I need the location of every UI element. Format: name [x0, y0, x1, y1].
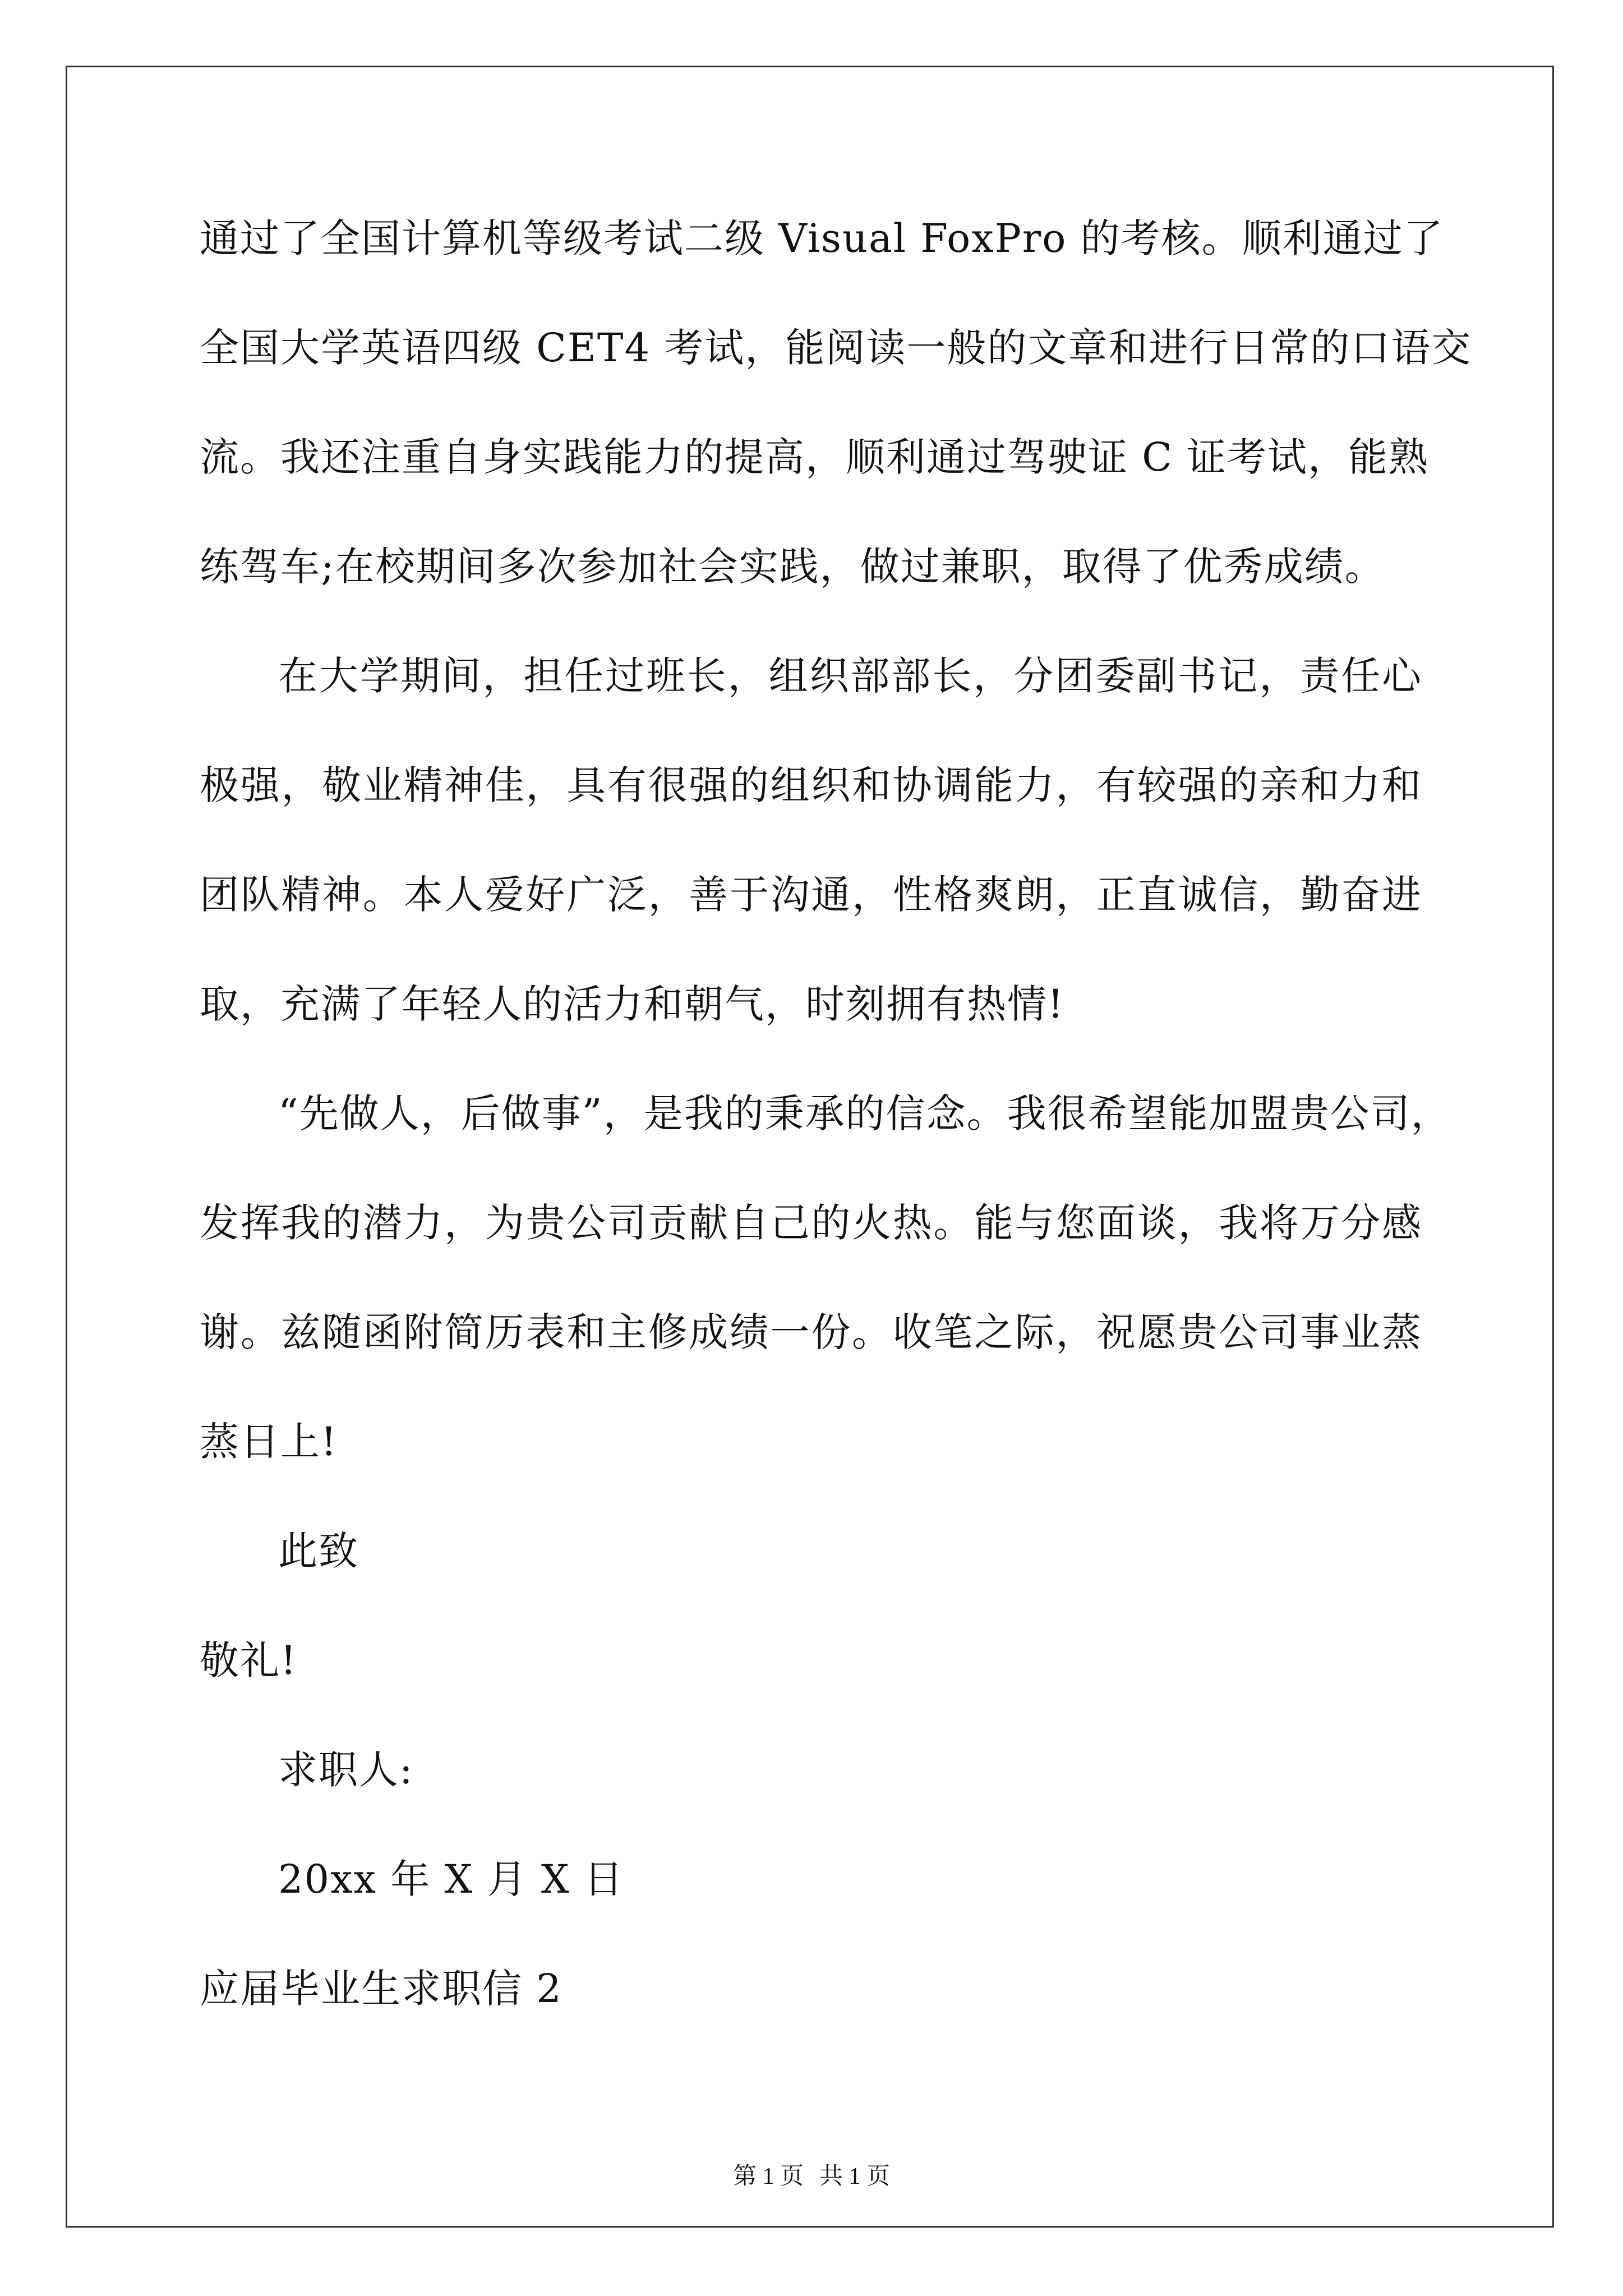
- p2-line-1: 在大学期间，担任过班长，组织部部长，分团委副书记，责任心: [278, 653, 1422, 699]
- letter-date: 20xx 年 X 月 X 日: [278, 1856, 624, 1902]
- closing-cizhi: 此致: [278, 1528, 359, 1574]
- closing-jingli: 敬礼!: [200, 1637, 298, 1683]
- p1-line-3: 流。我还注重自身实践能力的提高，顺利通过驾驶证 C 证考试，能熟: [200, 434, 1430, 480]
- p1-line-2: 全国大学英语四级 CET4 考试，能阅读一般的文章和进行日常的口语交: [200, 325, 1472, 371]
- p2-line-3: 团队精神。本人爱好广泛，善于沟通，性格爽朗，正直诚信，勤奋进: [200, 872, 1422, 918]
- p3-line-2: 发挥我的潜力，为贵公司贡献自己的火热。能与您面谈，我将万分感: [200, 1200, 1422, 1246]
- page-number-total: 共 1 页: [819, 2164, 891, 2189]
- p2-line-2: 极强，敬业精神佳，具有很强的组织和协调能力，有较强的亲和力和: [200, 762, 1422, 808]
- p1-line-1: 通过了全国计算机等级考试二级 Visual FoxPro 的考核。顺利通过了: [200, 215, 1444, 261]
- p2-line-4: 取，充满了年轻人的活力和朝气，时刻拥有热情!: [200, 981, 1065, 1027]
- p3-line-4: 蒸日上!: [200, 1419, 338, 1465]
- page-footer: [0, 2160, 1623, 2193]
- p3-line-1: “先做人，后做事”，是我的秉承的信念。我很希望能加盟贵公司，: [278, 1091, 1451, 1137]
- next-letter-title: 应届毕业生求职信 2: [200, 1966, 562, 2012]
- p1-line-4: 练驾车;在校期间多次参加社会实践，做过兼职，取得了优秀成绩。: [200, 544, 1385, 590]
- p3-line-3: 谢。兹随函附简历表和主修成绩一份。收笔之际，祝愿贵公司事业蒸: [200, 1309, 1422, 1355]
- page-number-current: 第 1 页: [732, 2164, 804, 2189]
- applicant-label: 求职人:: [278, 1747, 414, 1793]
